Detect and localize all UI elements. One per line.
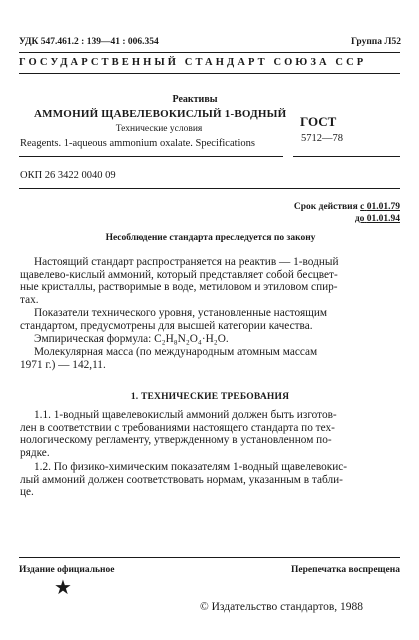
quality-paragraph [20,307,400,332]
intro-line: тах. [20,293,39,306]
gost-divider [293,156,400,157]
mass-line: 1971 г.) — 142,11. [20,358,106,371]
okp-rule [19,188,400,189]
group-code: Группа Л52 [350,37,401,47]
quality-line: стандартом, предусмотрены для высшей категории качества. [20,319,313,332]
category-label: Реактивы [172,94,218,105]
validity-to-prefix: до [354,214,365,224]
title-divider [19,156,283,157]
section-heading: 1. ТЕХНИЧЕСКИЕ ТРЕБОВАНИЯ [130,392,290,402]
quality-line: Показатели технического уровня, установленные настоящим [34,307,328,319]
validity-label: Срок действия [293,202,358,212]
clause-line: рядке. [20,446,50,459]
validity-to-date: 01.01.94 [366,214,400,224]
gost-number: 5712—78 [301,133,343,144]
star-icon: ★ [54,577,72,599]
validity-from [294,202,400,212]
formula-line [20,333,400,346]
clause-1-2 [20,461,400,499]
formula-text: Эмпирическая формула: C₂H₈N₂O₄·H₂O. [34,333,229,345]
okp-code: ОКП 26 3422 0040 09 [20,170,116,181]
clause-line: лый аммоний должен соответствовать нормам, указанным в табли- [20,473,343,486]
validity-from-date: 01.01.79 [366,202,400,212]
mass-paragraph [20,346,400,371]
edition-label: Издание официальное [19,565,115,575]
clause-line: це. [20,486,34,499]
intro-line: щавелево-кислый аммоний, который представляет собой бесцвет- [20,268,338,281]
clause-line: нологическому регламенту, утвержденному в установленном по- [20,434,332,447]
udk-code: УДК 547.461.2 : 139—41 : 006.354 [19,37,159,47]
intro-line: Настоящий стандарт распространяется на реактив — 1-водный [34,256,339,268]
clause-line: лен в соответствии с требованиями настоящего стандарта по тех- [20,421,335,434]
document-subtitle: Технические условия [115,124,203,134]
header-rule [19,73,400,74]
validity-from-prefix: с [360,202,365,212]
english-title: Reagents. 1-aqueous ammonium oxalate. Specifications [20,138,256,149]
intro-line: ные кристаллы, растворимые в воде, метиловом и этиловом спир- [20,281,338,294]
clause-line: 1.1. 1-водный щавелевокислый аммоний должен быть изготов- [34,409,337,421]
clause-1-1 [20,409,400,459]
document-title: АММОНИЙ ЩАВЕЛЕВОКИСЛЫЙ 1-ВОДНЫЙ [34,108,287,120]
footer-rule [19,557,400,558]
mass-line: Молекулярная масса (по международным атомным массам [34,346,318,358]
reprint-notice: Перепечатка воспрещена [290,565,400,575]
intro-paragraph [20,256,400,306]
clause-line: 1.2. По физико-химическим показателям 1-водный щавелевокис- [34,461,348,473]
validity-to [355,214,400,224]
gost-label: ГОСТ [300,114,337,129]
law-notice: Несоблюдение стандарта преследуется по закону [105,233,316,243]
top-rule [19,52,400,53]
copyright: © Издательство стандартов, 1988 [200,601,364,613]
gos-standard-heading: ГОСУДАРСТВЕННЫЙ СТАНДАРТ СОЮЗА ССР [19,57,367,68]
